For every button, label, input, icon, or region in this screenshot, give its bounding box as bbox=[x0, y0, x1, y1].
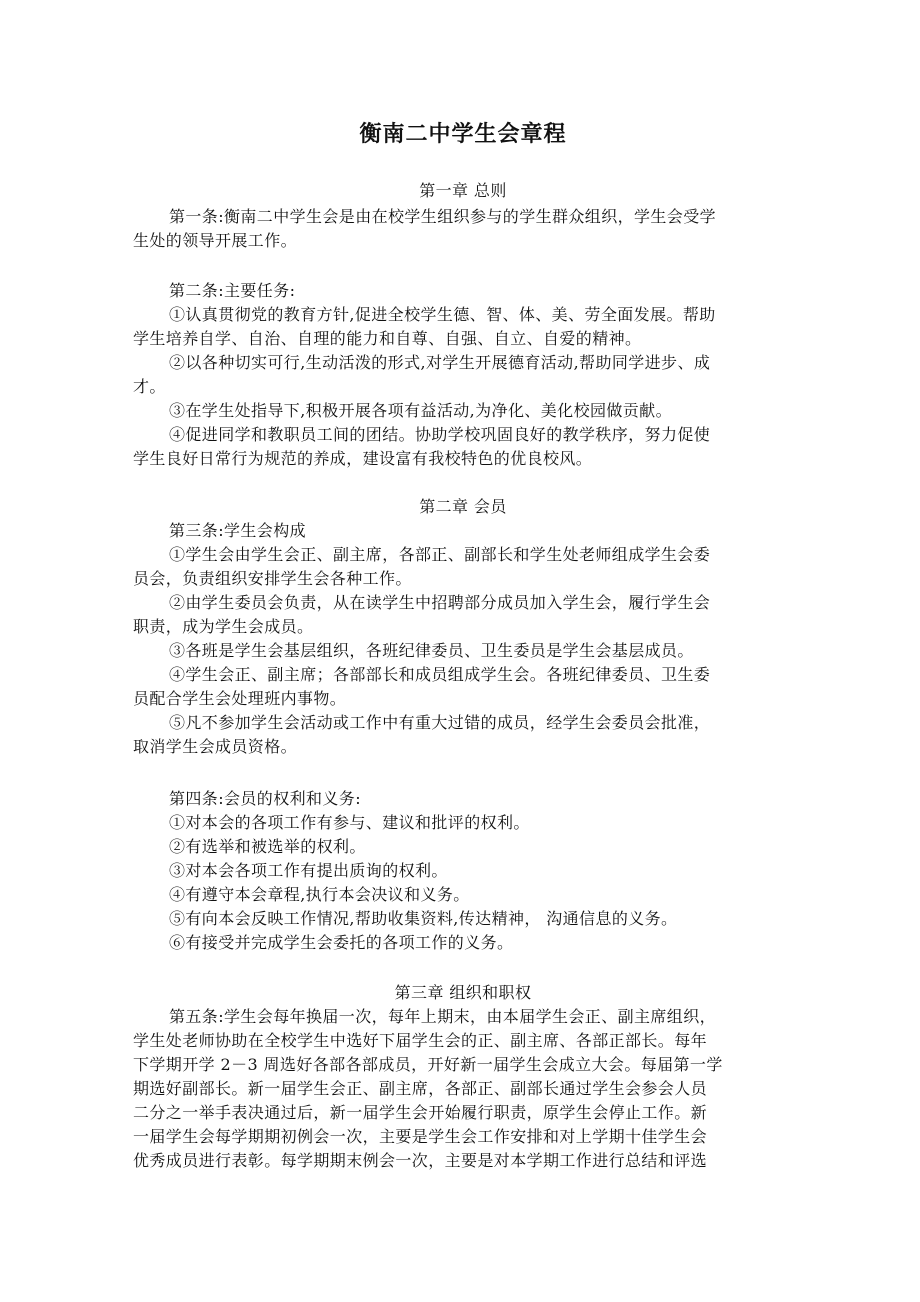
paragraph-line: 学生良好日常行为规范的养成，建设富有我校特色的优良校风。 bbox=[133, 449, 593, 468]
paragraph-line: ③在学生处指导下,积极开展各项有益活动,为净化、美化校园做贡献。 bbox=[169, 401, 672, 420]
paragraph-line: 员会，负责组织安排学生会各种工作。 bbox=[133, 569, 412, 588]
paragraph-line: 学生处老师协助在全校学生中选好下届学生会的正、副主席、各部正部长。每年 bbox=[133, 1031, 708, 1050]
paragraph-line: ①学生会由学生会正、副主席，各部正、副部长和学生处老师组成学生会委 bbox=[169, 545, 711, 564]
paragraph-line: 第三条:学生会构成 bbox=[169, 521, 306, 540]
paragraph-line: 第四条:会员的权利和义务: bbox=[169, 789, 361, 808]
paragraph-line: 下学期开学 2－3 周选好各部各部成员，开好新一届学生会成立大会。每届第一学 bbox=[133, 1055, 723, 1074]
paragraph-line: ③对本会各项工作有提出质询的权利。 bbox=[169, 861, 448, 880]
paragraph-line: ③各班是学生会基层组织，各班纪律委员、卫生委员是学生会基层成员。 bbox=[169, 641, 694, 660]
paragraph-line: ④学生会正、副主席；各部部长和成员组成学生会。各班纪律委员、卫生委 bbox=[169, 665, 711, 684]
paragraph-line: 一届学生会每学期期初例会一次，主要是学生会工作安排和对上学期十佳学生会 bbox=[133, 1127, 708, 1146]
paragraph-line: 员配合学生会处理班内事物。 bbox=[133, 689, 347, 708]
paragraph-line: ⑤凡不参加学生会活动或工作中有重大过错的成员，经学生会委员会批准， bbox=[169, 713, 711, 732]
paragraph-line: 生处的领导开展工作。 bbox=[133, 231, 298, 250]
paragraph-line: 期选好副部长。新一届学生会正、副主席，各部正、副部长通过学生会参会人员 bbox=[133, 1079, 708, 1098]
paragraph-line: ④有遵守本会章程,执行本会决议和义务。 bbox=[169, 885, 470, 904]
paragraph-line: ②有选举和被选举的权利。 bbox=[169, 837, 366, 856]
paragraph-line: 才。 bbox=[133, 377, 166, 396]
document-title: 衡南二中学生会章程 bbox=[359, 121, 567, 147]
paragraph-line: ⑤有向本会反映工作情况,帮助收集资料,传达精神， 沟通信息的义务。 bbox=[169, 909, 678, 928]
paragraph-line: ①对本会的各项工作有参与、建议和批评的权利。 bbox=[169, 813, 530, 832]
chapter-heading: 第二章 会员 bbox=[419, 497, 507, 516]
paragraph-line: 取消学生会成员资格。 bbox=[133, 737, 298, 756]
chapter-heading: 第三章 组织和职权 bbox=[394, 983, 532, 1002]
paragraph-line: 第五条:学生会每年换届一次，每年上期末，由本届学生会正、副主席组织， bbox=[169, 1007, 716, 1026]
paragraph-line: 二分之一举手表决通过后，新一届学生会开始履行职责，原学生会停止工作。新 bbox=[133, 1103, 708, 1122]
chapter-heading: 第一章 总则 bbox=[419, 181, 507, 200]
paragraph-line: 优秀成员进行表彰。每学期期末例会一次，主要是对本学期工作进行总结和评选 bbox=[133, 1151, 708, 1170]
paragraph-line: 第一条:衡南二中学生会是由在校学生组织参与的学生群众组织，学生会受学 bbox=[169, 207, 716, 226]
paragraph-line: ④促进同学和教职员工间的团结。协助学校巩固良好的教学秩序，努力促使 bbox=[169, 425, 711, 444]
paragraph-line: ①认真贯彻党的教育方针,促进全校学生德、智、体、美、劳全面发展。帮助 bbox=[169, 305, 716, 324]
paragraph-line: ②以各种切实可行,生动活泼的形式,对学生开展德育活动,帮助同学进步、成 bbox=[169, 353, 711, 372]
paragraph-line: 职责，成为学生会成员。 bbox=[133, 617, 314, 636]
paragraph-line: 学生培养自学、自治、自理的能力和自尊、自强、自立、自爱的精神。 bbox=[133, 329, 642, 348]
paragraph-line: 第二条:主要任务: bbox=[169, 281, 296, 300]
paragraph-line: ②由学生委员会负责，从在读学生中招聘部分成员加入学生会，履行学生会 bbox=[169, 593, 711, 612]
paragraph-line: ⑥有接受并完成学生会委托的各项工作的义务。 bbox=[169, 933, 514, 952]
